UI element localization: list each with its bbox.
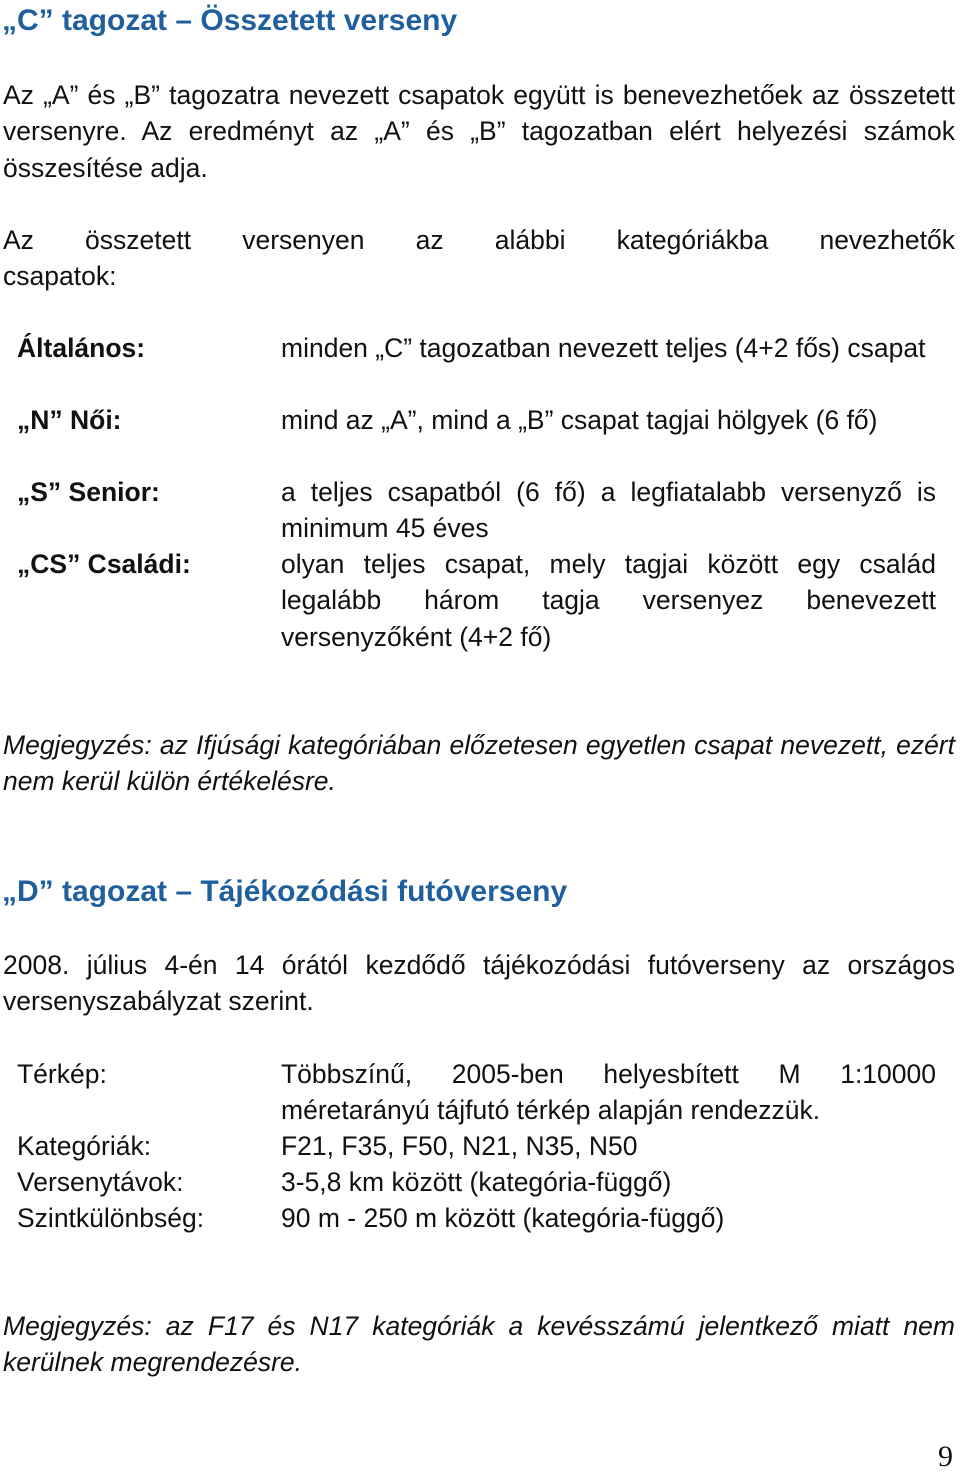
category-text: olyan teljes csapat, mely tagjai között egy család legalább három tagja versenyez benevezett versenyzőként (4+2 fő)	[281, 549, 936, 652]
detail-label: Szintkülönbség:	[17, 1203, 205, 1233]
section-d-intro: 2008. július 4-én 14 órától kezdődő tájékozódási futóverseny az országos versenyszabályzat szerint.	[3, 950, 955, 1017]
category-label: „S” Senior:	[17, 477, 160, 507]
detail-text: F21, F35, F50, N21, N35, N50	[281, 1131, 638, 1161]
category-label: „CS” Családi:	[17, 549, 191, 579]
categories-intro-line2: csapatok:	[3, 261, 117, 292]
categories-intro	[3, 222, 955, 295]
category-text: mind az „A”, mind a „B” csapat tagjai hölgyek (6 fő)	[281, 405, 878, 435]
detail-label: Kategóriák:	[17, 1131, 152, 1161]
section-c-note: Megjegyzés: az Ifjúsági kategóriában előzetesen egyetlen csapat nevezett, ezért nem kerül külön értékelésre.	[3, 730, 955, 797]
category-label: Általános:	[17, 333, 146, 363]
section-c-intro: Az „A” és „B” tagozatra nevezett csapatok együtt is benevezhetőek az összetett versenyre. Az eredményt az „A” és „B” tagozatban elért helyezési számok összesítése adja.	[3, 80, 955, 183]
category-label: „N” Női:	[17, 405, 122, 435]
detail-text: 90 m - 250 m között (kategória-függő)	[281, 1203, 725, 1233]
section-d-note: Megjegyzés: az F17 és N17 kategóriák a kevésszámú jelentkező miatt nem kerülnek megrendezésre.	[3, 1311, 955, 1378]
detail-label: Térkép:	[17, 1059, 107, 1089]
detail-label: Versenytávok:	[17, 1167, 184, 1197]
category-text: minden „C” tagozatban nevezett teljes (4+2 fős) csapat	[281, 333, 926, 363]
detail-text: 3-5,8 km között (kategória-függő)	[281, 1167, 672, 1197]
section-c-title: „C” tagozat – Összetett verseny	[2, 4, 458, 37]
section-d-title: „D” tagozat – Tájékozódási futóverseny	[2, 875, 568, 908]
page-number: 9	[938, 1440, 953, 1473]
detail-text: Többszínű, 2005-ben helyesbített M 1:10000 méretarányú tájfutó térkép alapján rendezzük.	[281, 1059, 936, 1126]
category-text: a teljes csapatból (6 fő) a legfiatalabb versenyző is minimum 45 éves	[281, 477, 936, 544]
categories-intro-line1: Az összetett versenyen az alábbi kategóriákba nevezhetők	[3, 225, 955, 255]
